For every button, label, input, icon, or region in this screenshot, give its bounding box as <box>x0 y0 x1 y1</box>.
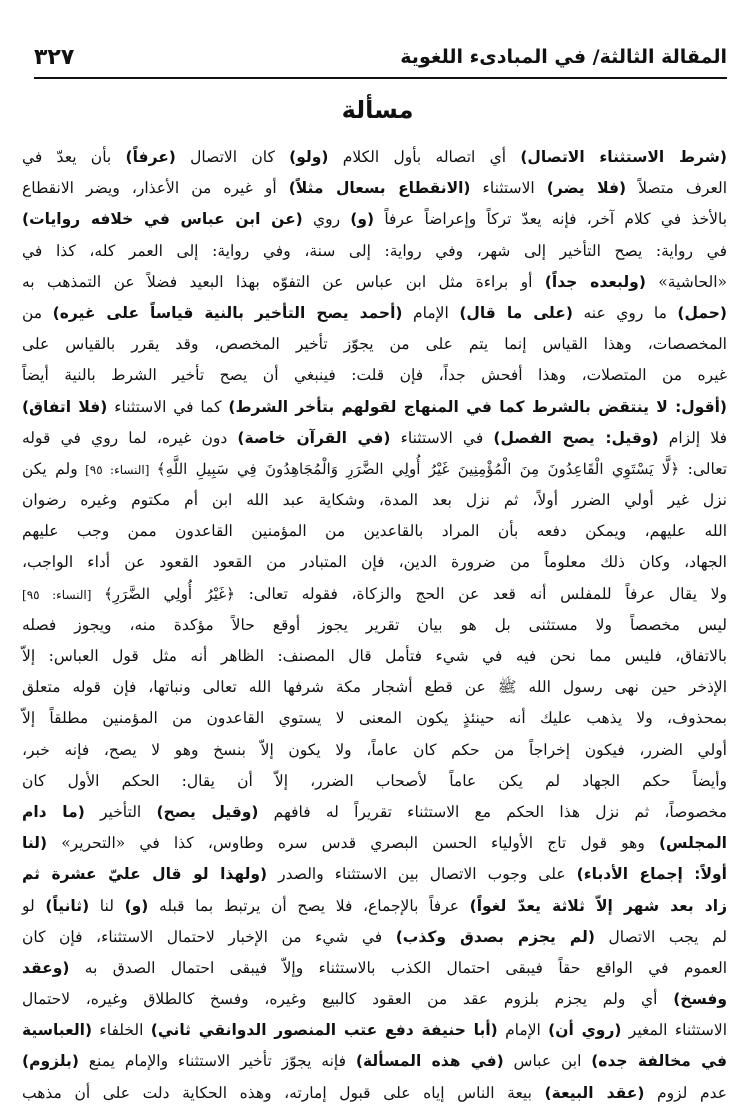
text-line <box>22 360 727 391</box>
text-segment: العرف متصلاً <box>626 179 727 198</box>
verse-reference: [النساء: ٩٥] <box>22 587 104 602</box>
text-line <box>22 672 727 703</box>
text-line <box>22 516 727 547</box>
text-line <box>22 953 727 984</box>
bold-phrase: (ولو) <box>289 148 329 166</box>
page-number: ٣٢٧ <box>34 44 75 70</box>
text-line <box>22 298 727 329</box>
bold-phrase: (بلزوم) <box>22 1052 79 1071</box>
text-segment: وهو قول تاج الأولياء الحسن البصري قدس سره وطاوس، كذا في «التحرير» <box>47 834 659 853</box>
text-line <box>22 142 727 173</box>
text-segment: من <box>22 303 53 322</box>
text-line <box>22 641 727 672</box>
text-line <box>22 859 727 890</box>
bold-phrase: (حمل) <box>677 303 727 322</box>
bold-phrase: (ولهذا لو قال عليّ عشرة ثم <box>22 865 268 884</box>
bold-phrase: (الانقطاع بسعال مثلاً) <box>288 179 471 198</box>
text-line <box>22 984 727 1015</box>
text-segment: عدم لزوم <box>644 1083 727 1102</box>
text-segment: أو غيره من الأعذار، ويضر الانقطاع <box>22 179 289 198</box>
text-segment: كما في الاستثناء <box>107 397 229 416</box>
bold-phrase: (لم يجزم بصدق وكذب) <box>395 927 595 946</box>
section-heading: مسألة <box>341 96 414 124</box>
running-header <box>34 40 727 74</box>
bold-phrase: وفسخ) <box>673 990 727 1009</box>
text-segment: في رواية: يصح التأخير إلى شهر، وفي رواية: إلى سنة، وفي رواية: إلى العمر كله، كذا في <box>22 241 727 260</box>
text-line <box>22 922 727 953</box>
text-segment: غيره من المتصلات، وهذا أفحش جداً، فإن قلت: فينبغي أن يصح تأخير الشرط بالنية أيضاً <box>22 366 727 385</box>
text-segment: بمحذوف، ولا يذهب عليك أنه حينئذٍ يكون المعنى لا يستوي القاعدون من المؤمنين مطلقاً إلاّ <box>22 709 727 728</box>
text-segment: في شيء من الإخبار لاحتمال الاستثناء، فإن كان <box>22 927 396 946</box>
bold-phrase: (فلا اتفاق) <box>22 397 108 416</box>
text-segment: بأن يعدّ في <box>22 148 126 166</box>
text-line <box>22 392 727 423</box>
bold-phrase: (أحمد يصح التأخير بالنية قياساً على غيره) <box>52 303 403 322</box>
text-segment: الإمام <box>497 1021 549 1040</box>
text-line <box>22 547 727 578</box>
text-segment: عرفاً بالإجماع، فلا يصح أن يرتبط بما قبله <box>148 896 470 915</box>
text-segment: في الاستثناء <box>390 428 494 447</box>
text-segment: مخصوصاً، ثم نزل هذا الحكم مع الاستثناء تقريراً له فافهم <box>258 802 727 821</box>
text-segment: الإذخر حين نهى رسول الله ﷺ عن قطع أشجار مكة شرفها الله تعالى ونباتها، فإن قوله متعلق <box>22 678 727 697</box>
text-segment: ليس مخصصاً ولا مستثنى بل هو بيان تقرير يجوز أوقع حالاً مؤكدة منه، ويجوز فصله <box>22 615 727 634</box>
text-segment: التأخير <box>84 802 157 821</box>
bold-phrase: زاد بعد شهر إلاّ ثلاثة يعدّ لغواً) <box>469 896 727 915</box>
text-line <box>22 1046 727 1077</box>
bold-phrase: (أبا حنيفة دفع عتب المنصور الدوانقي ثاني) <box>150 1021 498 1040</box>
quran-verse: ﴿لَّا يَسْتَوِي الْقَاعِدُونَ مِنَ الْمُؤْمِنِينَ غَيْرُ أُولِي الضَّرَرِ وَالْمُجَاهِدُونَ فِي سَبِيلِ اللَّهِ﴾ <box>156 459 680 478</box>
text-line <box>22 454 727 485</box>
bold-phrase: (عن ابن عباس في خلافه روايات) <box>22 210 303 229</box>
text-segment: الخلفاء <box>92 1021 151 1040</box>
bold-phrase: (روي أن) <box>548 1021 622 1040</box>
text-segment: ولا يقال عرفاً للمفلس أنه قعد عن الحج والزكاة، فقوله تعالى: <box>234 584 727 603</box>
text-segment: وأيضاً حكم الجهاد لم يكن عاماً لأصحاب الضرر، إلاّ أن يقال: الحكم الأول كان <box>22 771 727 790</box>
text-line <box>22 1015 727 1046</box>
verse-reference: [النساء: ٩٥] <box>77 462 157 477</box>
text-line <box>22 1078 727 1109</box>
bold-phrase: (ثانياً) <box>45 896 90 915</box>
text-segment: أي اتصاله بأول الكلام <box>328 148 521 166</box>
quran-verse: ﴿غَيْرُ أُولِي الضَّرَرِ﴾ <box>103 584 235 603</box>
text-segment: الاستثناء <box>470 179 547 198</box>
text-segment: ولم يكن <box>22 459 78 478</box>
text-line <box>22 329 727 360</box>
text-segment: فإنه يجوّز تأخير الاستثناء والإمام يمنع <box>78 1052 356 1071</box>
bold-phrase: (عقد البيعة) <box>544 1083 645 1102</box>
bold-phrase: (في هذه المسألة) <box>355 1052 504 1071</box>
bold-phrase: (ولبعده جداً) <box>544 272 646 291</box>
text-line <box>22 735 727 766</box>
text-line <box>22 766 727 797</box>
text-segment: الاستثناء المغير <box>621 1021 727 1040</box>
text-segment: دون غيره، لما روي في قوله <box>22 428 238 447</box>
text-segment: لم يجب الاتصال <box>594 927 727 946</box>
bold-phrase: (العباسية <box>22 1021 93 1040</box>
bold-phrase: (فلا يضر) <box>546 179 627 198</box>
text-segment: كان الاتصال <box>175 148 290 166</box>
bold-phrase: (ما دام <box>22 802 85 821</box>
text-segment: ما روي عنه <box>572 303 678 322</box>
bold-phrase: (وقيل: يصح الفصل) <box>493 428 659 447</box>
text-segment: على وجوب الاتصال بين الاستثناء والصدر <box>267 865 577 884</box>
text-segment: الإمام <box>402 303 460 322</box>
text-segment: «الحاشية» <box>645 272 727 291</box>
bold-phrase: (شرط الاستثناء الاتصال) <box>520 148 728 166</box>
text-segment: أولي الضرر، فيكون إخراجاً من حكم كان عاماً، ولا يكون إلاّ بنسخ وهو لا يصح، فإنه خبر، <box>22 740 727 759</box>
text-line <box>22 579 727 610</box>
bold-phrase: (عرفاً) <box>125 148 176 166</box>
header-rule <box>34 77 727 79</box>
text-line <box>22 703 727 734</box>
text-line <box>22 267 727 298</box>
body-text <box>22 142 728 1102</box>
text-segment: أو براءة مثل ابن عباس عن التفوّه بهذا البعيد فضلاً عن التمذهب به <box>22 272 545 291</box>
text-segment: لو <box>22 896 46 915</box>
text-line <box>22 423 727 454</box>
text-segment: المخصصات، وهذا القياس إنما يتم على من يجوّز تأخير المخصص، وقد يقرر بالقياس على <box>22 335 727 354</box>
text-line <box>22 828 727 859</box>
text-segment: لنا <box>89 896 125 915</box>
bold-phrase: (وقيل يصح) <box>156 802 259 821</box>
text-segment: نزل غير أولي الضرر أولاً، ثم نزل بعد المدة، وشكاية عبد الله ابن أم مكتوم وغيره رضوان <box>22 491 727 510</box>
text-segment: ابن عباس <box>503 1052 592 1071</box>
header-title: المقالة الثالثة/ في المبادىء اللغوية <box>400 46 727 68</box>
text-line <box>22 610 727 641</box>
bold-phrase: (أقول: لا ينتقض بالشرط كما في المنهاج لقولهم بتأخر الشرط) <box>228 397 727 416</box>
text-line <box>22 797 727 828</box>
bold-phrase: (على ما قال) <box>459 303 573 322</box>
text-segment: أي ولم يجزم بلزوم عقد من العقود كالبيع وغيره، وفسخ كالطلاق وغيره، لاحتمال <box>22 990 674 1009</box>
text-segment: الله عليهم، ويمكن دفعه بأن المراد بالقاعدين من المؤمنين القاعدون ممن وجب عليهم <box>22 522 727 541</box>
bold-phrase: أولاً: إجماع الأدباء) <box>576 865 727 884</box>
bold-phrase: (و) <box>350 210 375 229</box>
bold-phrase: (و) <box>124 896 149 915</box>
bold-phrase: المجلس) <box>658 834 727 853</box>
text-line <box>22 236 727 267</box>
text-segment: بالاتفاق، فليس مما نحن فيه في شيء فتأمل قال المصنف: الظاهر أنه مثل قول العباس: إلاّ <box>22 647 727 665</box>
text-line <box>22 485 727 516</box>
text-segment: فلا إلزام <box>658 428 728 447</box>
text-line <box>22 204 727 235</box>
text-segment: تعالى: <box>679 459 728 478</box>
bold-phrase: (في القرآن خاصة) <box>237 428 391 447</box>
text-segment: بالأخذ في كلام آخر، فإنه يعدّ تركاً وإعراضاً عرفاً <box>374 210 728 229</box>
text-segment: بيعة الناس إياه على قبول إمارته، وهذه الحكاية دلت على أن مذهب <box>22 1083 545 1102</box>
bold-phrase: (وعقد <box>22 958 70 977</box>
text-segment: روي <box>302 210 351 229</box>
text-segment: العموم في الواقع حقاً فيبقى احتمال الكذب بالاستثناء وإلاّ فيبقى احتمال الصدق به <box>69 958 727 977</box>
text-line <box>22 173 727 204</box>
text-line <box>22 891 727 922</box>
text-segment: الجهاد، وكان ذلك معلوماً من ضرورة الدين، فإن المتبادر من القعود القعود عن أداء الواجب، <box>22 553 727 572</box>
bold-phrase: في مخالفة جده) <box>591 1052 727 1071</box>
bold-phrase: (لنا <box>22 834 48 853</box>
